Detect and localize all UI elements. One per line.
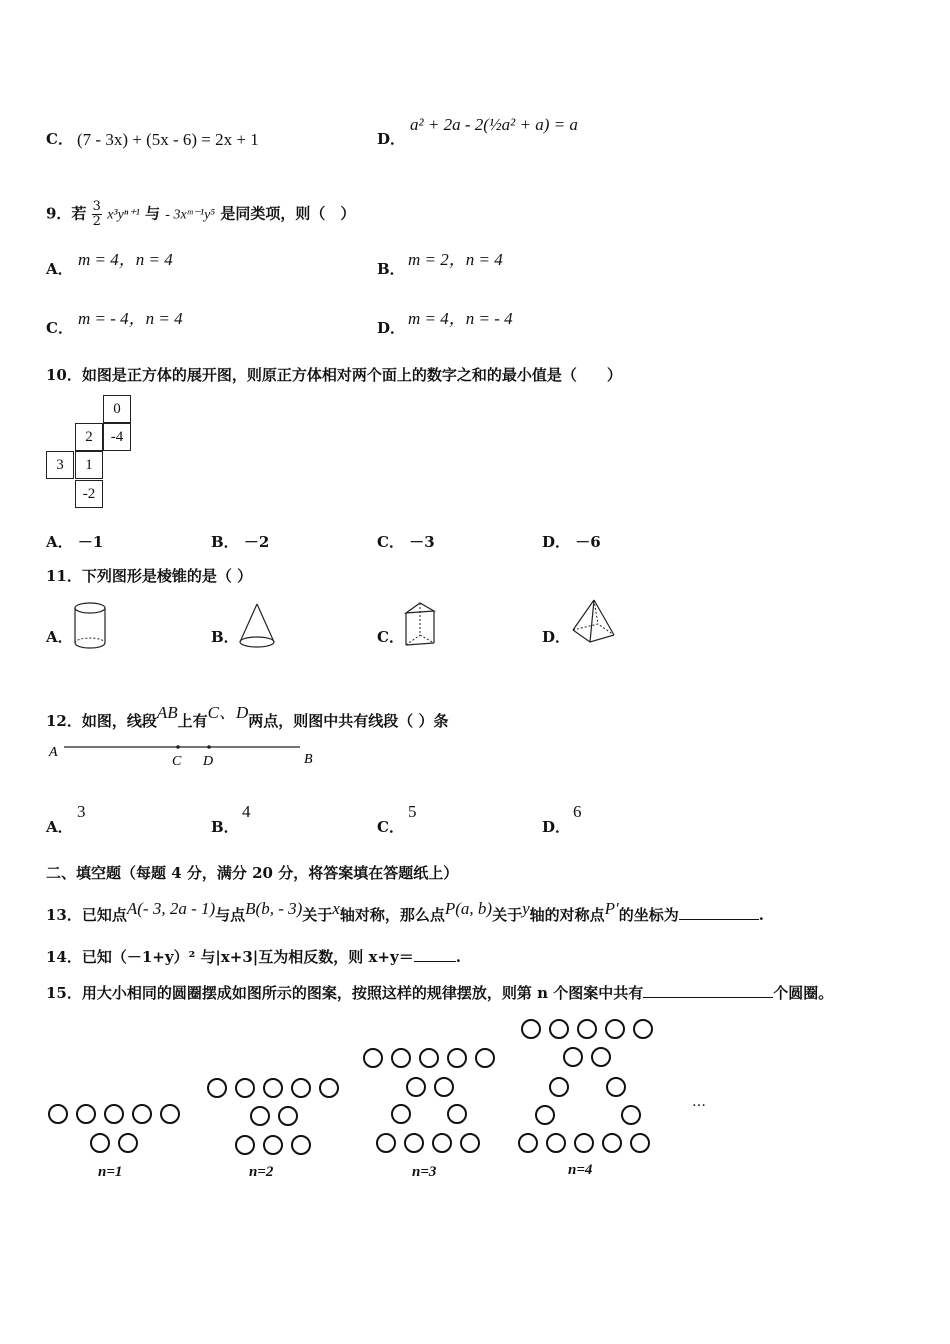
q9-option-d-label: D． [377,319,406,337]
circle-icon [432,1133,452,1153]
circle-icon [76,1104,96,1124]
q10-option-b: B． －2 [211,533,270,551]
circle-icon [263,1078,283,1098]
circle-icon [591,1047,611,1067]
circle-icon [419,1048,439,1068]
circle-icon [291,1135,311,1155]
pyramid-icon [568,597,618,649]
q9-fraction: $\frac{3}{2}$ [92,199,101,229]
answer-blank[interactable] [643,983,773,998]
q9-option-a-label: A． [46,260,73,278]
q11-option-c-label: C． [377,628,404,646]
circle-icon [475,1048,495,1068]
circle-icon [104,1104,124,1124]
point-label-c: C [172,754,182,769]
circle-icon [363,1048,383,1068]
q13-stem: 13．已知点A(- 3, 2a - 1)与点B(b, - 3)关于x轴对称，那么点P(a, b)关于y轴的对称点P′的坐标为 . [46,899,765,924]
circle-icon [235,1078,255,1098]
answer-blank[interactable] [679,905,759,920]
point-label-d: D [203,754,214,769]
pattern-label-n1: n=1 [98,1164,123,1180]
q9-option-c-value: m = - 4，n = 4 [78,309,183,328]
q15-stem: 15．用大小相同的圆圈摆成如图所示的图案，按照这样的规律摆放，则第 n 个图案中共有 个圆圈。 [46,984,834,1002]
net-cell: -2 [75,480,103,508]
net-cell: -4 [103,423,131,451]
q8-option-c-expression: (7 - 3x) + (5x - 6) = 2x + 1 [77,130,259,149]
ellipsis: … [692,1094,706,1110]
circle-icon [549,1019,569,1039]
circle-icon [132,1104,152,1124]
circle-icon [447,1048,467,1068]
circle-icon [391,1104,411,1124]
q9-option-b-value: m = 2，n = 4 [408,250,503,269]
q9-option-a-value: m = 4，n = 4 [78,250,173,269]
q8-option-c-label: C． [46,130,73,148]
pattern-label-n2: n=2 [249,1164,274,1180]
q12-option-c-value: 5 [408,802,417,821]
point-label-b: B [304,752,313,767]
circle-icon [535,1105,555,1125]
q9-option-c-label: C． [46,319,73,337]
circle-icon [278,1106,298,1126]
net-cell: 2 [75,423,103,451]
pattern-label-n4: n=4 [568,1162,593,1178]
q12-option-b-value: 4 [242,802,251,821]
q9-stem: 9．若 $\frac{3}{2}$ x³yⁿ⁺¹ 与 - 3xᵐ⁻¹y⁵ 是同类项，则（ ） [46,199,356,229]
circle-icon [406,1077,426,1097]
circle-icon [602,1133,622,1153]
q10-stem: 10．如图是正方体的展开图，则原正方体相对两个面上的数字之和的最小值是（ ） [46,366,622,384]
circle-icon [606,1077,626,1097]
circle-icon [376,1133,396,1153]
q12-option-a-label: A． [46,818,73,836]
circle-icon [605,1019,625,1039]
circle-icon [160,1104,180,1124]
circle-icon [48,1104,68,1124]
circle-icon [319,1078,339,1098]
point-label-a: A [49,745,58,760]
net-cell: 0 [103,395,131,423]
circle-icon [633,1019,653,1039]
q11-option-d-label: D． [542,628,571,646]
circle-icon [434,1077,454,1097]
circle-icon [574,1133,594,1153]
circle-icon [546,1133,566,1153]
segment-diagram [46,735,326,770]
circle-icon [90,1133,110,1153]
section-title: 二、填空题（每题 4 分，满分 20 分，将答案填在答题纸上） [46,864,459,882]
q12-option-a-value: 3 [77,802,86,821]
circle-icon [250,1106,270,1126]
q8-option-d-label: D． [377,130,406,148]
circle-icon [621,1105,641,1125]
q12-option-d-label: D． [542,818,571,836]
circle-icon [518,1133,538,1153]
circle-icon [235,1135,255,1155]
circle-icon [118,1133,138,1153]
circle-icon [521,1019,541,1039]
cone-icon [236,602,278,652]
q12-option-c-label: C． [377,818,404,836]
circle-icon [563,1047,583,1067]
circle-icon [404,1133,424,1153]
q12-stem: 12．如图，线段AB上有C、D两点，则图中共有线段（ ）条 [46,703,449,730]
cylinder-icon [72,601,110,651]
circle-icon [549,1077,569,1097]
circle-icon [577,1019,597,1039]
prism-icon [402,599,440,651]
circle-icon [630,1133,650,1153]
circle-icon [263,1135,283,1155]
q10-option-a: A． －1 [46,533,104,551]
q12-option-b-label: B． [211,818,239,836]
q8-option-d-expression: a² + 2a - 2(½a² + a) = a [410,115,578,134]
q9-option-b-label: B． [377,260,405,278]
q9-option-d-value: m = 4，n = - 4 [408,309,513,328]
answer-blank[interactable] [414,947,456,962]
pattern-label-n3: n=3 [412,1164,437,1180]
q14-stem: 14．已知（－1+y）² 与|x+3|互为相反数，则 x+y＝ . [46,948,461,966]
circle-icon [207,1078,227,1098]
q11-stem: 11．下列图形是棱锥的是（ ） [46,567,253,585]
circle-icon [391,1048,411,1068]
circle-icon [447,1104,467,1124]
q12-option-d-value: 6 [573,802,582,821]
circle-icon [291,1078,311,1098]
q11-option-b-label: B． [211,628,239,646]
circle-icon [460,1133,480,1153]
net-cell: 3 [46,451,74,479]
q11-option-a-label: A． [46,628,73,646]
q10-option-c: C． －3 [377,533,435,551]
net-cell: 1 [75,451,103,479]
q10-option-d: D． －6 [542,533,601,551]
